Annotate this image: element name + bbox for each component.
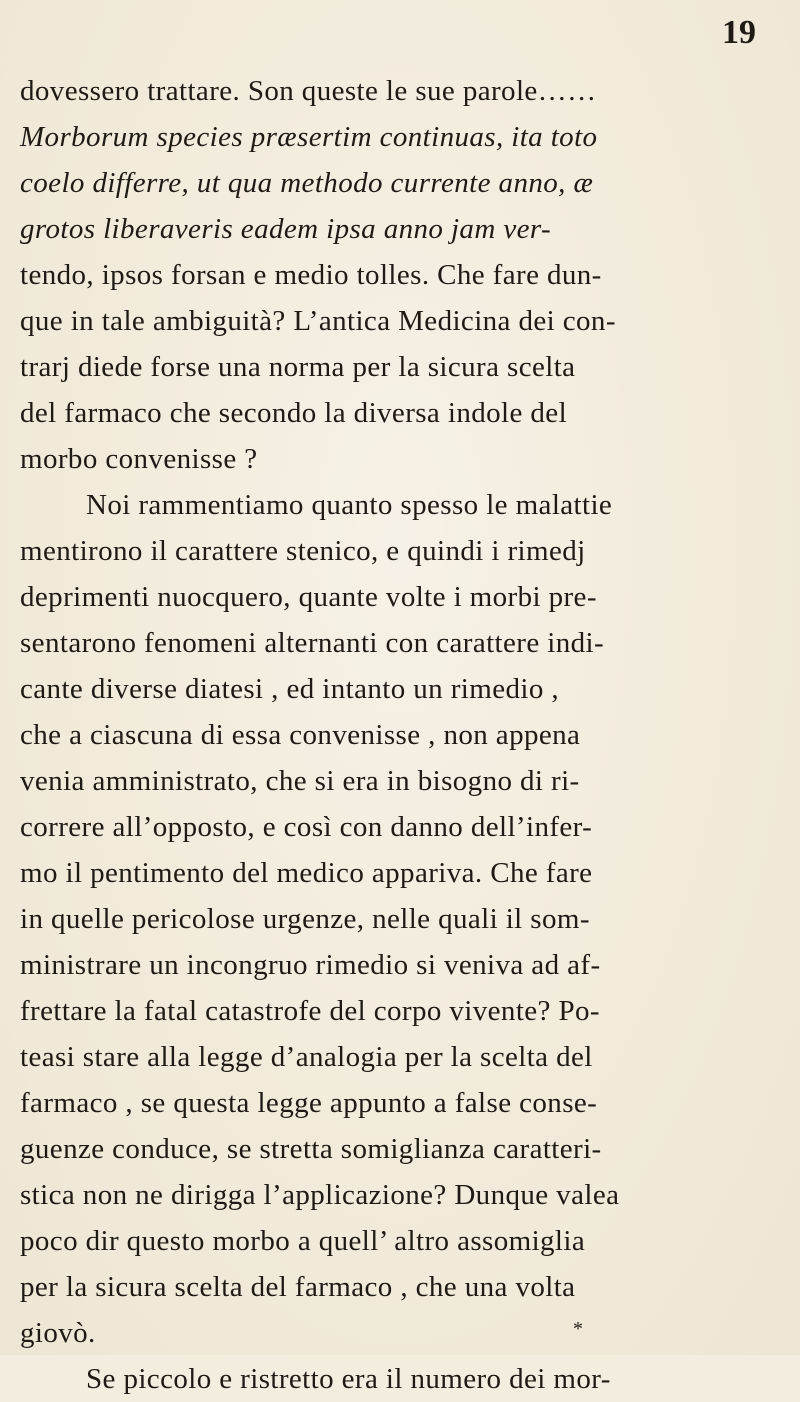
text-line: deprimenti nuocquero, quante volte i morbi pre-	[20, 581, 597, 613]
text-line-quote: coelo differre, ut qua methodo currente anno, æ	[20, 167, 594, 199]
text-line: per la sicura scelta del farmaco , che una volta	[20, 1271, 576, 1303]
text-line-quote: grotos liberaveris eadem ipsa anno jam ver-	[20, 213, 552, 245]
paragraph-start: Noi rammentiamo quanto spesso le malattie	[86, 489, 613, 521]
text-line: dovessero trattare. Son queste le sue parole……	[20, 75, 597, 107]
text-line: poco dir questo morbo a quell’ altro assomiglia	[20, 1225, 586, 1257]
paragraph-start: Se piccolo e ristretto era il numero dei mor-	[86, 1363, 611, 1395]
page-number: 19	[722, 14, 756, 51]
text-line: che a ciascuna di essa convenisse , non appena	[20, 719, 581, 751]
text-line: venia amministrato, che si era in bisogno di ri-	[20, 765, 580, 797]
text-line: morbo convenisse ?	[20, 443, 258, 475]
text-line: trarj diede forse una norma per la sicura scelta	[20, 351, 576, 383]
text-line: sentarono fenomeni alternanti con carattere indi-	[20, 627, 605, 659]
text-line: teasi stare alla legge d’analogia per la scelta del	[20, 1041, 593, 1073]
text-line: in quelle pericolose urgenze, nelle quali il som-	[20, 903, 590, 935]
text-line: del farmaco che secondo la diversa indole del	[20, 397, 568, 429]
text-line: mentirono il carattere stenico, e quindi i rimedj	[20, 535, 586, 567]
text-line: guenze conduce, se stretta somiglianza caratteri-	[20, 1133, 602, 1165]
text-line: giovò.	[20, 1317, 96, 1349]
text-line: mo il pentimento del medico appariva. Che fare	[20, 857, 593, 889]
text-line: ministrare un incongruo rimedio si veniva ad af-	[20, 949, 601, 981]
signature-mark: *	[573, 1318, 583, 1340]
text-line: stica non ne dirigga l’applicazione? Dunque valea	[20, 1179, 620, 1211]
text-line: tendo, ipsos forsan e medio tolles. Che fare dun-	[20, 259, 602, 291]
text-line: que in tale ambiguità? L’antica Medicina dei con-	[20, 305, 616, 337]
text-line: farmaco , se questa legge appunto a false conse-	[20, 1087, 598, 1119]
body-text	[20, 68, 780, 1402]
text-line-quote: Morborum species præsertim continuas, ita toto	[20, 121, 598, 153]
text-line: cante diverse diatesi , ed intanto un rimedio ,	[20, 673, 560, 705]
text-line: correre all’opposto, e così con danno dell’infer-	[20, 811, 593, 843]
text-line: frettare la fatal catastrofe del corpo vivente? Po-	[20, 995, 600, 1027]
